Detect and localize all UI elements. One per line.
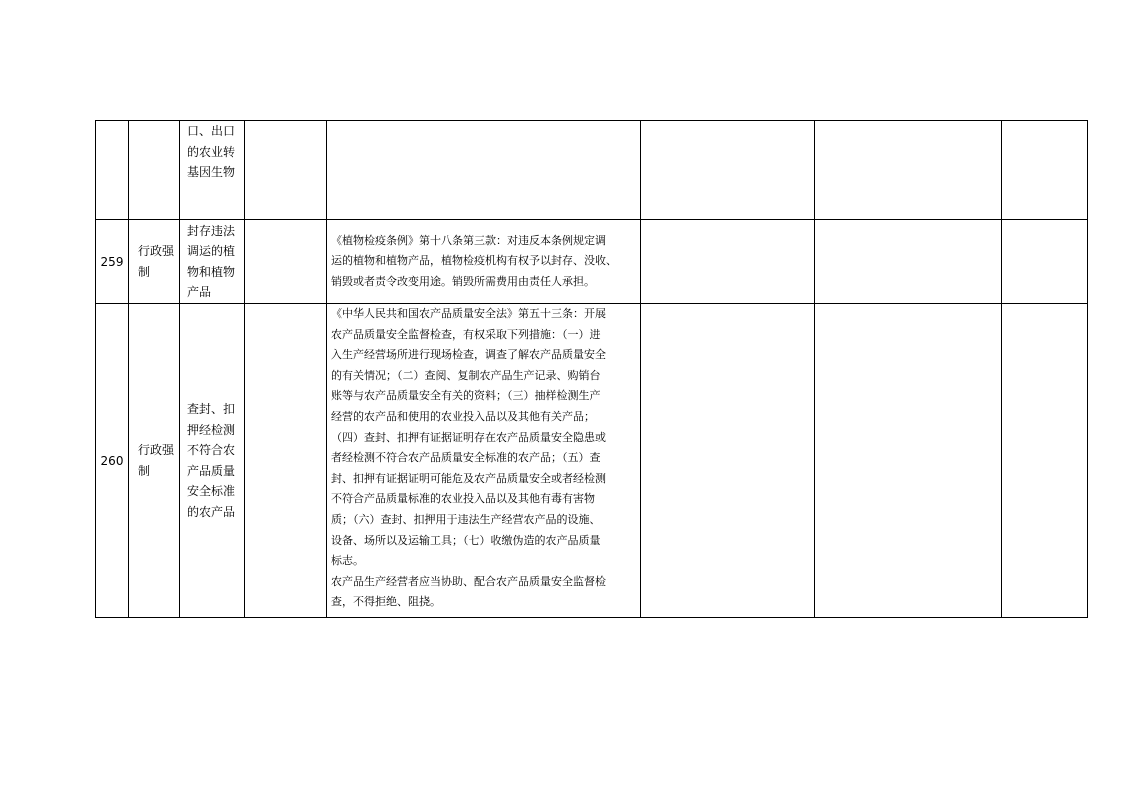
- cell-empty: [815, 304, 1002, 618]
- cell-empty: [1002, 220, 1088, 304]
- cell-item: 查封、扣 押经检测 不符合农 产品质量 安全标准 的农产品: [180, 304, 245, 618]
- cell-number: [96, 121, 129, 220]
- cell-basis: 《中华人民共和国农产品质量安全法》第五十三条：开展 农产品质量安全监督检查，有权采取下列措施：（一）进 入生产经营场所进行现场检查，调查了解农产品质量安全 的有关情况；（二）查阅、复制农产品生产记录、购销台 账等与农产品质量安全有关的资料；（三）抽样检测生产 经营的农产品和使用的农业投入品以及其他有关产品； （四）查封、扣押有证据证明存在农产品质量安全隐患或 者经检测不符合农产品质量安全标准的农产品；（五）查 封、扣押有证据证明可能危及农产品质量安全或者经检测 不符合产品质量标准的农业投入品以及其他有毒有害物 质；（六）查封、扣押用于违法生产经营农产品的设施、 设备、场所以及运输工具；（七）收缴伪造的农产品质量 标志。 农产品生产经营者应当协助、配合农产品质量安全监督检 查，不得拒绝、阻挠。: [327, 304, 641, 618]
- cell-number: 259: [96, 220, 129, 304]
- table-row: [96, 304, 1088, 618]
- cell-empty: [1002, 121, 1088, 220]
- cell-type: [129, 121, 180, 220]
- cell-number: 260: [96, 304, 129, 618]
- cell-item: 口、出口 的农业转 基因生物: [180, 121, 245, 220]
- cell-item: 封存违法 调运的植 物和植物 产品: [180, 220, 245, 304]
- cell-empty: [641, 121, 815, 220]
- cell-type: 行政强 制: [129, 220, 180, 304]
- cell-empty: [245, 121, 327, 220]
- table-row: [96, 220, 1088, 304]
- cell-type: 行政强 制: [129, 304, 180, 618]
- cell-empty: [641, 220, 815, 304]
- cell-empty: [1002, 304, 1088, 618]
- cell-empty: [815, 220, 1002, 304]
- cell-basis: 《植物检疫条例》第十八条第三款：对违反本条例规定调 运的植物和植物产品，植物检疫机构有权予以封存、没收、 销毁或者责令改变用途。销毁所需费用由责任人承担。: [327, 220, 641, 304]
- cell-empty: [641, 304, 815, 618]
- cell-empty: [245, 304, 327, 618]
- cell-empty: [815, 121, 1002, 220]
- document-table: [95, 120, 1088, 618]
- cell-empty: [245, 220, 327, 304]
- table-row: [96, 121, 1088, 220]
- cell-basis: [327, 121, 641, 220]
